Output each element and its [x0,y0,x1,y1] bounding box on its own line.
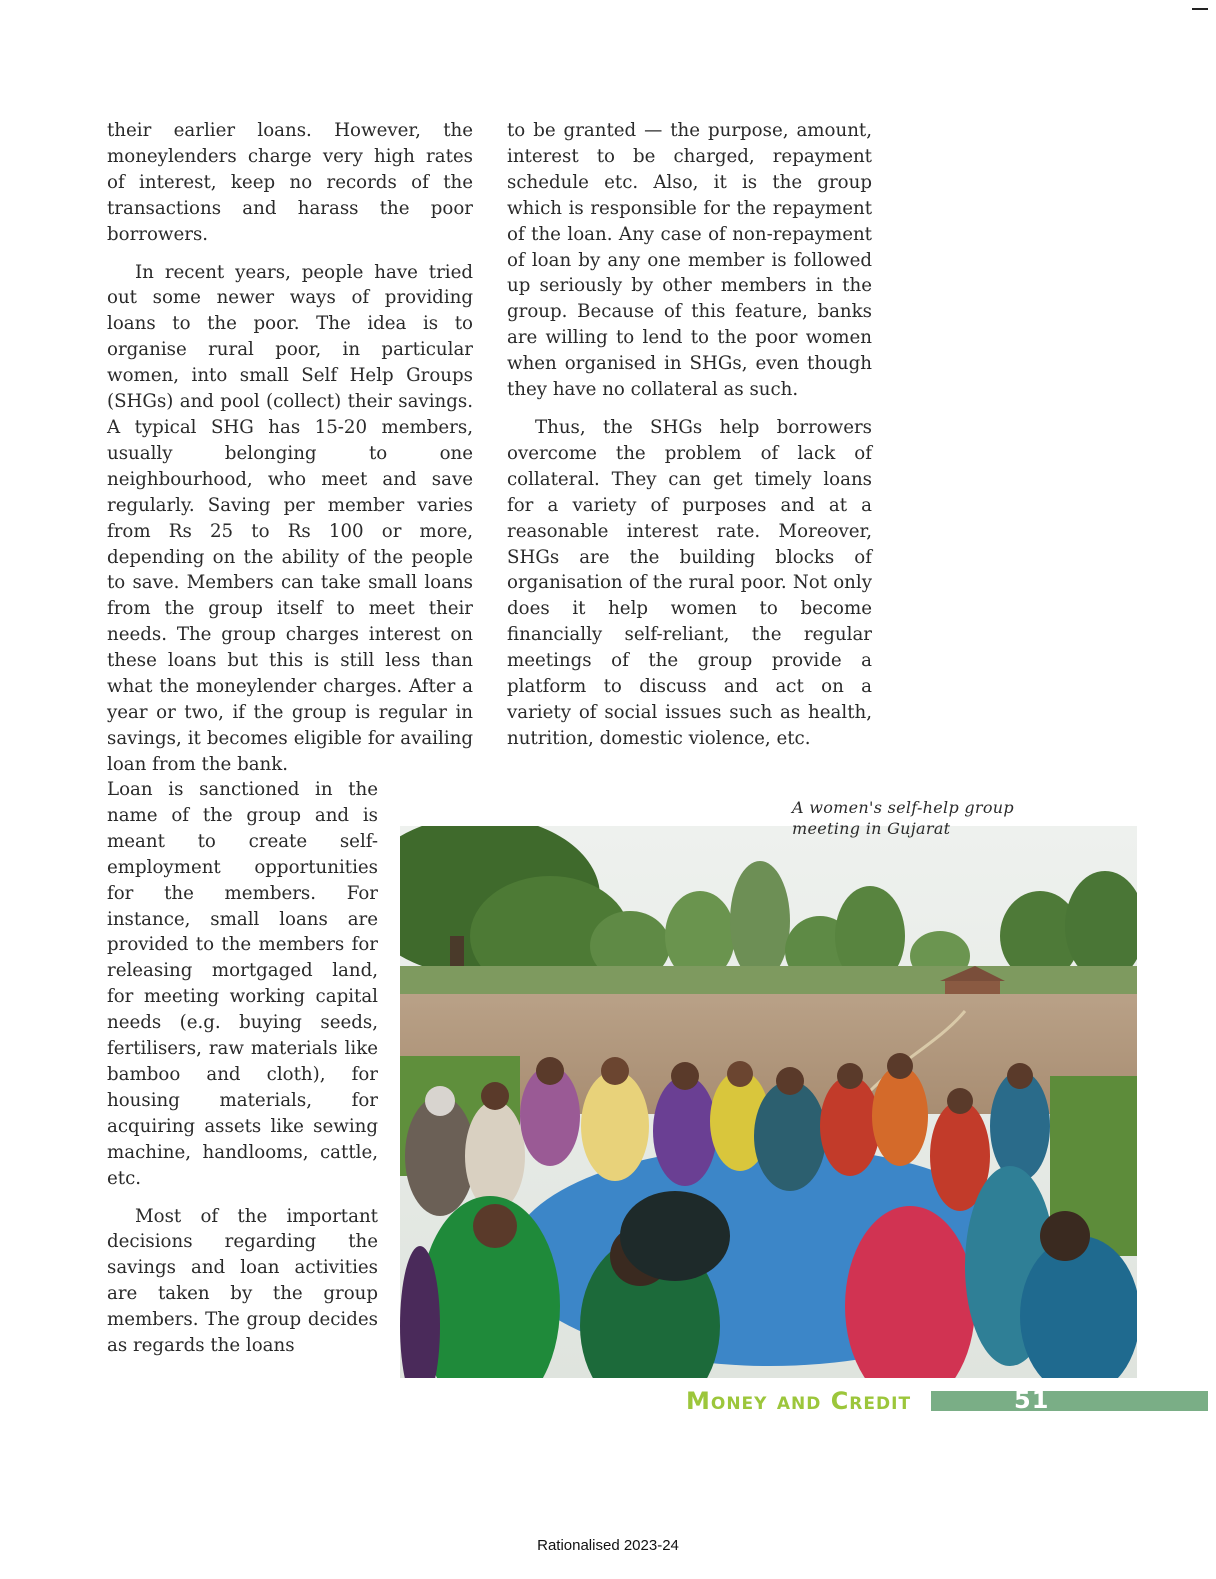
paragraph: Loan is sanctioned in the name of the group and is meant to create self-employment opportunities for the members. For instance, small loans are provided to the members for releasing mortgaged land, for meeting working capital needs (e.g. buying seeds, fertilisers, raw materials like bamboo and cloth), for housing materials, for acquiring assets like sewing machine, handlooms, cattle, etc. [107,779,378,1189]
crop-mark [1192,8,1208,10]
paragraph: Thus, the SHGs help borrowers overcome the problem of lack of collateral. They can get timely loans for a variety of purposes and at a reasonable interest rate. Moreover, SHGs are the building blocks of organisation of the rural poor. Not only does it help women to become financially self-reliant, the regular meetings of the group provide a platform to discuss and act on a variety of social issues such as health, nutrition, domestic violence, etc. [507,416,872,749]
caption-line: A women's self-help group [792,798,1014,817]
paragraph: their earlier loans. However, the moneylenders charge very high rates of interest, keep no records of the transactions and harass the poor borrowers. [107,120,473,245]
photo-illustration [400,826,1137,1378]
page-number: 51 [1014,1386,1050,1414]
caption-line: meeting in Gujarat [792,819,951,838]
rationalised-note: Rationalised 2023-24 [537,1537,679,1554]
left-column-top [107,118,473,778]
paragraph: Most of the important decisions regarding the savings and loan activities are taken by the group members. The group decides as regards the loans [107,1205,378,1357]
chapter-title: Money and Credit [686,1387,912,1415]
shg-meeting-photo [400,826,1137,1378]
figure-caption [792,797,1062,839]
left-column-bottom [107,777,378,1359]
paragraph: to be granted — the purpose, amount, interest to be charged, repayment schedule etc. Also, it is the group which is responsible for the repayment of the loan. Any case of non-repayment of loan by any one member is followed up seriously by other members in the group. Because of this feature, banks are willing to lend to the poor women when organised in SHGs, even though they have no collateral as such. [507,120,872,401]
right-column [507,118,872,752]
paragraph: In recent years, people have tried out some newer ways of providing loans to the poor. The idea is to organise rural poor, in particular women, into small Self Help Groups (SHGs) and pool (collect) their savings. A typical SHG has 15-20 members, usually belonging to one neighbourhood, who meet and save regularly. Saving per member varies from Rs 25 to Rs 100 or more, depending on the ability of the people to save. Members can take small loans from the group itself to meet their needs. The group charges interest on these loans but this is still less than what the moneylender charges. After a year or two, if the group is regular in savings, it becomes eligible for availing loan from the bank. [107,261,473,775]
footer-bar [931,1391,1208,1411]
